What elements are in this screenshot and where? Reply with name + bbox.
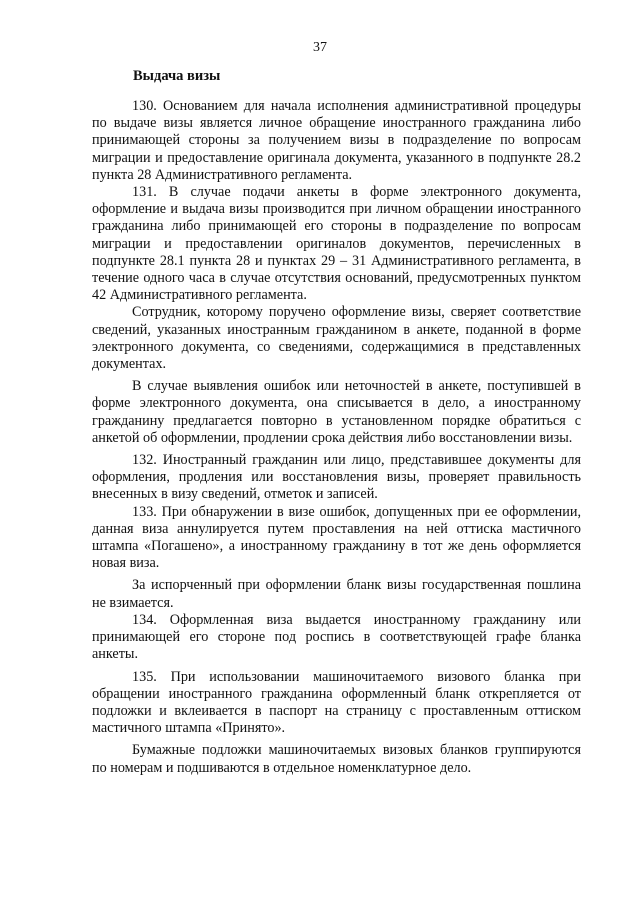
paragraph-133-duty: За испорченный при оформлении бланк визы государственная пошлина не взимается. <box>92 577 581 611</box>
page-number: 37 <box>313 40 327 55</box>
paragraph-135: 135. При использовании машиночитаемого визового бланка при обращении иностранного гражданина оформленный бланк открепляется от подложки и вклеивается в паспорт на страницу с проставленным оттиском мастичного штампа «Принято». <box>92 668 581 737</box>
paragraph-131: 131. В случае подачи анкеты в форме электронного документа, оформление и выдача визы производится при личном обращении иностранного гражданина либо принимающей его стороны в подразделение по вопросам миграции и предоставлении оригиналов документов, перечисленных в подпункте 28.1 пункта 28 и пунктах 29 – 31 Административного регламента, в течение одного часа в случае отсутствия оснований, предусмотренных пунктом 42 Административного регламента. <box>92 184 581 304</box>
paragraph-133: 133. При обнаружении в визе ошибок, допущенных при ее оформлении, данная виза аннулируется путем проставления на ней оттиска мастичного штампа «Погашено», а иностранному гражданину в тот же день оформляется новая виза. <box>92 503 581 572</box>
paragraph-132: 132. Иностранный гражданин или лицо, представившее документы для оформления, продления или восстановления визы, проверяет правильность внесенных в визу сведений, отметок и записей. <box>92 452 581 503</box>
paragraph-130: 130. Основанием для начала исполнения административной процедуры по выдаче визы является личное обращение иностранного гражданина либо принимающей стороны за получением визы в подразделение по вопросам миграции и предоставление оригинала документа, указанного в подпункте 28.2 пункта 28 Административного регламента. <box>92 98 581 183</box>
section-heading: Выдача визы <box>133 68 221 84</box>
paragraph-131-errors: В случае выявления ошибок или неточностей в анкете, поступившей в форме электронного документа, она списывается в дело, а иностранному гражданину предлагается повторно в установленном порядке обратиться с анкетой об оформлении, продлении срока действия либо восстановлении визы. <box>92 378 581 446</box>
paragraph-135-substrates: Бумажные подложки машиночитаемых визовых бланков группируются по номерам и подшиваются в отдельное номенклатурное дело. <box>92 742 581 776</box>
paragraph-134: 134. Оформленная виза выдается иностранному гражданину или принимающей его стороне под роспись в соответствующей графе бланка анкеты. <box>92 611 581 663</box>
body-text <box>92 98 581 777</box>
paragraph-131-employee-check: Сотрудник, которому поручено оформление визы, сверяет соответствие сведений, указанных иностранным гражданином в анкете, поданной в форме электронного документа, со сведениями, содержащимися в представленных документах. <box>92 304 581 373</box>
